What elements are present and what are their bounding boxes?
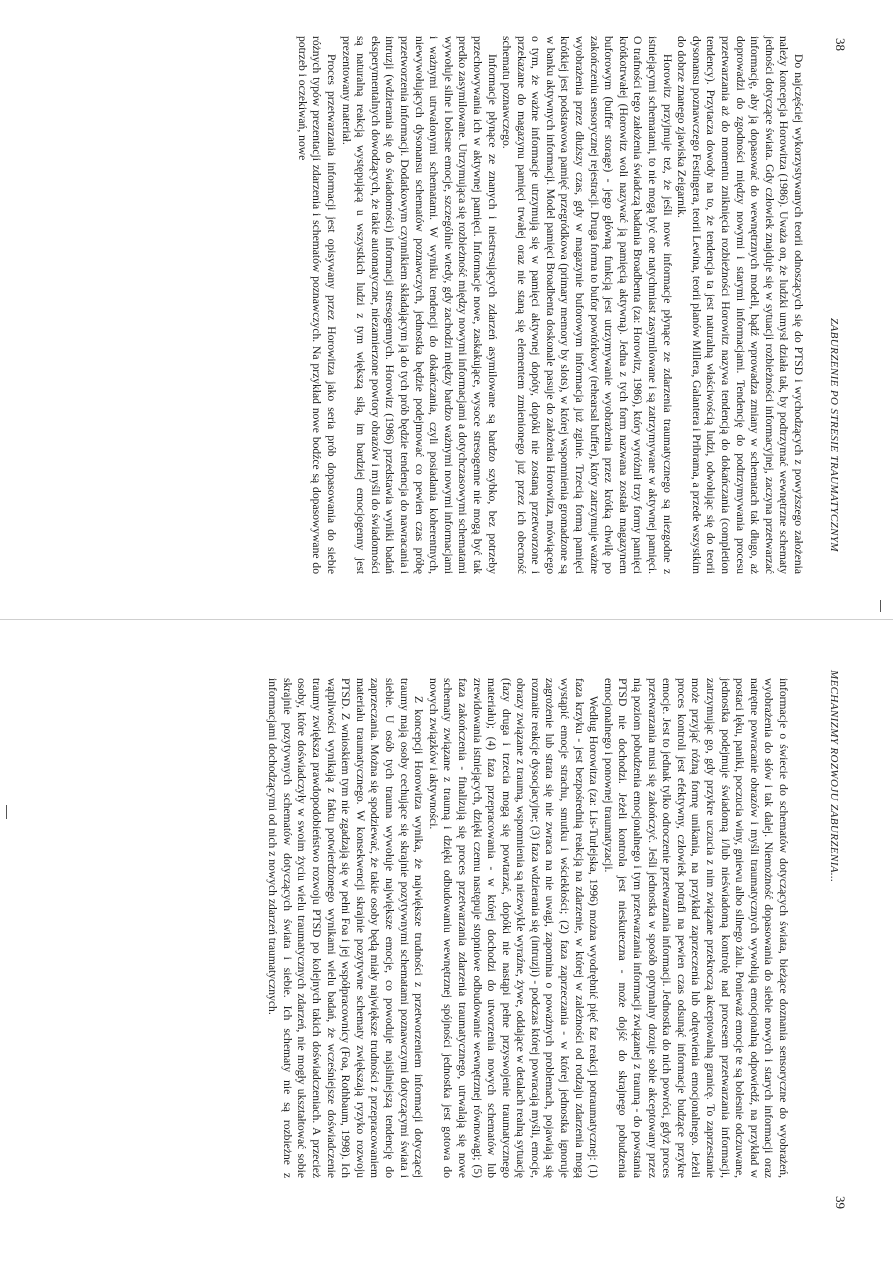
page-number: 39 <box>833 1196 848 1209</box>
page-39 <box>0 628 893 1262</box>
running-head: ZABURZENIE PO STRESIE TRAUMATYCZNYM <box>828 318 840 552</box>
body-text <box>45 678 790 1178</box>
page-fold <box>0 617 893 623</box>
paragraph: Do najczęściej wykorzystywanych teorii odnoszących się do PTSD i wychodzących z powyższego założenia należy koncepcja Horowitza (1986). Uważa on, że ludzki umysł działa tak, by podtrzymać wewnętrzne schematy jedności dotyczące świata. Gdy człowiek znajduje się w sytuacji rozbieżności informacyjnej, zaczyna przetwarzać informację, aby ją dopasować do wewnętrznych modeli, bądź wprowadza zmiany w schematach tak długo, aż doprowadzi do zgodności między nowymi i starymi informacjami. Tendencję do podtrzymywania procesu przetwarzania aż do momentu zniknięcia rozbieżności Horowitz nazywa tendencją do dokańczania (completion tendency). Przytacza dowody na to, że tendencja ta jest naturalną właściwością ludzi, odwołując się do teorii dysonansu poznawczego Festingera, teorii Lewina, teorii planów Millera, Galantera i Pribrama, a przede wszystkim do dobrze znanego zjawiska Zeigarnik. <box>675 36 805 574</box>
paragraph: Horowitz przyjmuje też, że jeśli nowe informacje płynące ze zdarzenia traumatycznego są niezgodne z istniejącymi schematami, to nie mogą być one natychmiast zasymilowane i są zatrzymywane w aktywnej pamięci. O trafności tego założenia świadczą badania Broadbenta (za: Horowitz, 1986), który wyróżnił trzy formy pamięci krótkotrwałej (Horowitz woli nazywać ją pamięcią aktywną). Jedna z tych form nazwana została magazynem buforowym (buffer storage) - jego główną funkcją jest utrzymywanie wyobrażenia przez krótką chwilę po zakończeniu sensorycznej rejestracji. Druga forma to bufor powtórkowy (rehearsal buffer), który zatrzymuje ważne wyobrażenia przez dłuższy czas, gdy w magazynie buforowym informacja już zginie. Trzecią formą pamięci krótkiej jest podstawowa pamięć przegródkowa (primary memory by slots), w której wspomnienia gromadzone są w banku aktywnych informacji. Model pamięci Broadbenta doskonale pasuje do założenia Horowitza, mówiącego o tym, że ważne informacje utrzymują się w pamięci aktywnej dopóty, dopóki nie zostaną przetworzone i przekazane do magazynu pamięci trwałej oraz nie staną się elementem zmienionego już przez ich obecność schematu poznawczego. <box>500 36 674 574</box>
margin-tick <box>880 600 881 612</box>
paragraph: Z koncepcji Horowitza wynika, że największe trudności z przetworzeniem informacji dotyczącej traumy mają osoby cechujące się skrajnie pozytywnymi schematami poznawczymi dotyczącymi świata i siebie. U osób tych trauma wywołuje największe emocje, co powoduje najsilniejszą tendencję do zaprzeczania. Można się spodziewać, że takie osoby będą miały największe trudności z przepracowaniem materiału traumatycznego. W konsekwencji skrajnie pozytywne schematy zwiększają ryzyko rozwoju PTSD. Z wnioskiem tym nie zgadzają się w pełni Foa i jej współpracownicy (Foa, Rothbaum, 1998). Ich wątpliwości wynikają z faktu potwierdzonego wynikami wielu badań, że wcześniejsze doświadczenie traumy zwiększa prawdopodobieństwo rozwoju PTSD po kolejnych takich doświadczeniach. A przecież osoby, które doświadczyły w swoim życiu wielu traumatycznych zdarzeń, nie mogły ukształtować sobie skrajnie pozytywnych schematów dotyczących świata i siebie. Ich schematy nie są rozbieżne z informacjami dochodzącymi od nich z nowych zdarzeń traumatycznych. <box>266 678 426 1178</box>
paragraph: Według Horowitza (za: Lis-Turlejska, 1996) można wyodrębnić pięć faz reakcji potraumatycznej: (1) faza krzyku - jest bezpośrednią reakcją na zdarzenie, w której w zależności od rodzaju zdarzenia mogą wystąpić emocje strachu, smutku i wściekłości; (2) faza zaprzeczania - w której jednostka ignoruje zagrożenie lub strata się nie zwraca na nie uwagi, zapomina o poważnych problemach, pojawiają się rozmaite reakcje dysocjacyjne; (3) faza wdzierania się (intruzji) - podczas której powracają myśli, emocje, obrazy związane z traumą, wspomnienia są niezwykle wyraźne, żywe, oddające w detalach realną sytuację (fazy druga i trzecia mogą się powtarzać, dopóki nie nastąpi pełne przyswojenie traumatycznego materiału); (4) faza przepracowania - w której dochodzi do utworzenia nowych schematów lub zrewidowania istniejących, dzięki czemu następuje stopniowe odbudowanie wewnętrznej równowagi; (5) faza zakończenia - finalizują się proces przetwarzania zdarzenia traumatycznego, utrwalają się nowe schematy związane z traumą i dzięki odbudowaniu wewnętrznej spójności jednostka jest gotowa do nowych związków i aktywności. <box>426 678 601 1178</box>
paragraph: Informacje płynące ze znanych i niestresujących zdarzeń asymilowane są bardzo szybko, bez potrzeby przechowywania ich w aktywnej pamięci. Informacje nowe, zaskakujące, wysoce stresogenne nie mogą być tak predko zasymilowane. Utrzymująca się rozbieżność między nowymi informacjami a dotychczasowymi schematami wywołuje silne i bolesne emocje, szczególnie wtedy, gdy zachodzi między bardzo ważnymi nowymi informacjami i ważnymi utrwalonymi schematami. W wyniku tendencji do dokańczania, czyli posiadania koherentnych, niewywołujących dysonansu schematów poznawczych, jednostka będzie podejmować co pewien czas próbę przetworzenia informacji. Dodatkowym czynnikiem składającym ją do tych prób będzie tendencja do nawracania i intruzji (wdzierania się do świadomości) informacji stresogennych. Horowitz (1986) przedstawia wyniki badań eksperymentalnych dowodzących, że takie automatyczne, niezamierzone powtory obrazów i myśli do świadomości są naturalną reakcją występującą u wszystkich ludzi z tym większą siłą, im bardziej emocjogenny jest prezentowany materiał. <box>339 36 499 574</box>
fold-line <box>0 619 893 620</box>
running-head: MECHANIZMY ROZWOJU ZABURZENIA... <box>828 670 840 883</box>
paragraph: Proces przetwarzania informacji jest opisywany przez Horowitza jako seria prób dopasowania do siebie różnych typów prezentacji zdarzenia i schematów poznawczych. Na przykład nowe bodźce są dopasowywane do potrzeb i oczekiwań, nowe <box>295 36 338 574</box>
page-number: 38 <box>833 38 848 51</box>
page-38 <box>0 0 893 612</box>
paragraph: informacje o świecie do schematów dotyczących świata, bieżące doznania sensoryczne do wyobrażeń, wyobrażenia do słów i tak dalej. Niemożność dopasowania do siebie nowych i starych informacji oraz natrętne powracanie obrazów i myśli traumatycznych wywołują emocjonalną odpowiedź, na przykład w postaci lęku, paniki, poczucia winy, gniewu albo silnego żalu. Ponieważ emocje te są bolesnie odczuwane, jednostka podejmuje świadomą i/lub nieświadomą kontrolę nad procesem przetwarzania informacji, zatrzymując go, gdy przykre uczucia z nim związane przekroczą akceptowalną granicę. To zaprzestanie może przyjąć różną formę unikania, na przykład zaprzeczenia lub odrętwienia emocjonalnego. Jeżeli proces kontroli jest efektywny, człowiek potrafi na pewien czas odsunąć informacje budzące przykre emocje. Jest to jednak tylko odroczenie przetwarzania informacji. Jednostka do nich powróci, gdyż proces przetwarzania musi się zakończyć. Jeśli jednostka w sposób optymalny dozuje sobie akceptowany przez nią poziom pobudzenia emocjonalnego i tym przetwarzania informacji związanej z traumą - do powstania PTSD nie dochodzi. Jeżeli kontrola jest nieskuteczna - może dojść do skrajnego pobudzenia emocjonalnego i ponownej traumatyzacji. <box>601 678 790 1178</box>
body-text <box>45 36 805 574</box>
